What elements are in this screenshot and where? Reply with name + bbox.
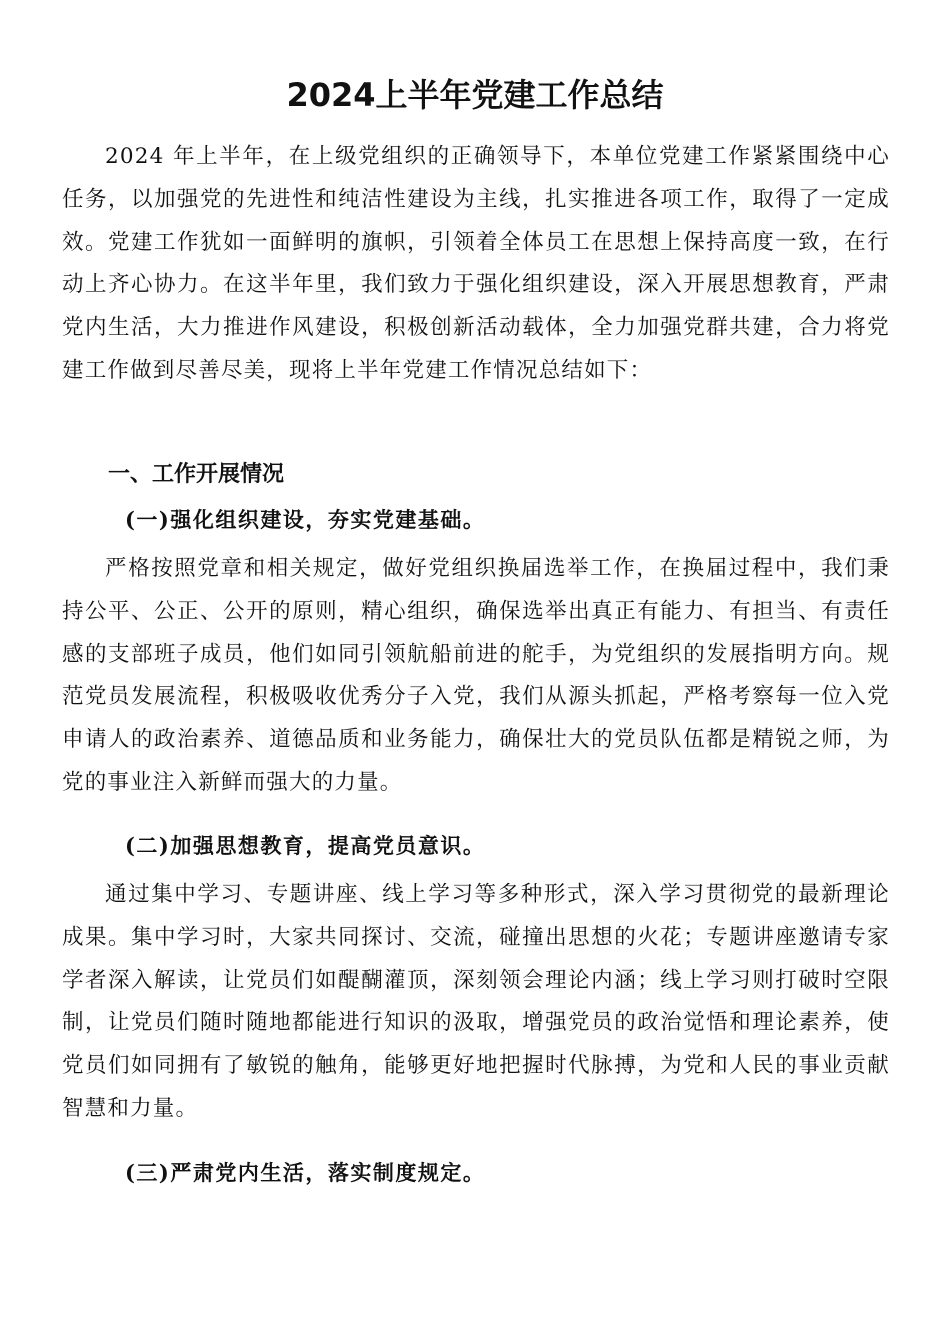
subsection-body-education: 通过集中学习、专题讲座、线上学习等多种形式，深入学习贯彻党的最新理论成果。集中学习时，大家共同探讨、交流，碰撞出思想的火花；专题讲座邀请专家学者深入解读，让党员们如醍醐灌顶，深刻领会理论内涵；线上学习则打破时空限制，让党员们随时随地都能进行知识的汲取，增强党员的政治觉悟和理论素养，使党员们如同拥有了敏锐的触角，能够更好地把握时代脉搏，为党和人民的事业贡献智慧和力量。 (62, 882, 890, 1121)
intro-paragraph: 2024 年上半年，在上级党组织的正确领导下，本单位党建工作紧紧围绕中心任务，以加强党的先进性和纯洁性建设为主线，扎实推进各项工作，取得了一定成效。党建工作犹如一面鲜明的旗帜，引领着全体员工在思想上保持高度一致，在行动上齐心协力。在这半年里，我们致力于强化组织建设，深入开展思想教育，严肃党内生活，大力推进作风建设，积极创新活动载体，全力加强党群共建，合力将党建工作做到尽善尽美，现将上半年党建工作情况总结如下： (62, 144, 890, 383)
subsection-heading-party-life: (三)严肃党内生活，落实制度规定。 (125, 1160, 486, 1185)
section-heading-work-status: 一、工作开展情况 (108, 462, 285, 487)
document-title: 2024上半年党建工作总结 (286, 76, 664, 114)
subsection-body-organization: 严格按照党章和相关规定，做好党组织换届选举工作，在换届过程中，我们秉持公平、公正、公开的原则，精心组织，确保选举出真正有能力、有担当、有责任感的支部班子成员，他们如同引领航船前进的舵手，为党组织的发展指明方向。规范党员发展流程，积极吸收优秀分子入党，我们从源头抓起，严格考察每一位入党申请人的政治素养、道德品质和业务能力，确保壮大的党员队伍都是精锐之师，为党的事业注入新鲜而强大的力量。 (62, 556, 890, 795)
subsection-heading-education: (二)加强思想教育，提高党员意识。 (125, 833, 486, 858)
subsection-heading-organization: (一)强化组织建设，夯实党建基础。 (125, 507, 486, 532)
